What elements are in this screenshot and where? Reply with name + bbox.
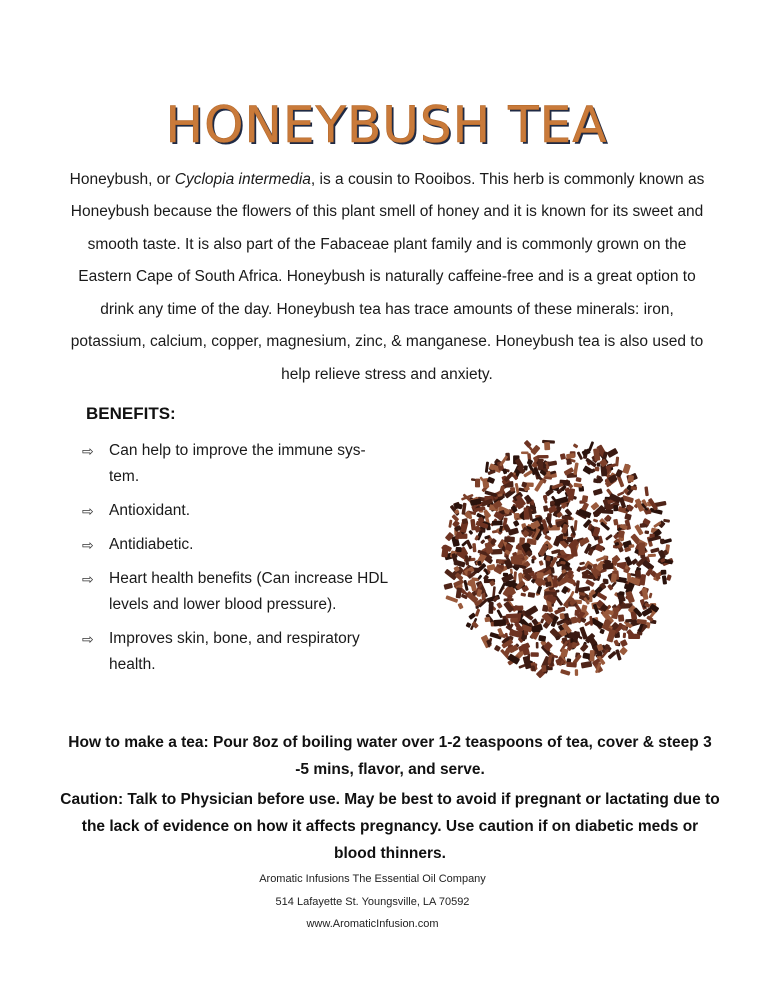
tea-chip (536, 642, 539, 649)
benefits-heading: BENEFITS: (86, 404, 176, 423)
tea-chip (466, 622, 472, 628)
benefit-text: Antidiabetic. (109, 536, 194, 553)
tea-chip (618, 614, 624, 621)
tea-chip (662, 575, 667, 584)
tea-chip (593, 488, 603, 496)
tea-chip (493, 619, 506, 626)
tea-chip (620, 639, 628, 647)
tea-chip (544, 442, 550, 450)
tea-chip (605, 534, 613, 541)
brewing-instructions: How to make a tea: Pour 8oz of boiling water over 1-2 teaspoons of tea, cover & steep 3 -5 mins, flavor, and serve. (68, 733, 712, 778)
tea-chip (626, 624, 633, 627)
intro-text-rest: , is a cousin to Rooibos. This herb is commonly known as Honeybush because the flowers of this plant smell of honey and it is known for its sweet and smooth taste. It is also part of the Fabaceae plant family and is commonly grown on the Eastern Cape of South Africa. Honeybush is naturally caffeine-free and is a great option to drink any time of the day. Honeybush tea has trace amounts of these minerals: iron, potassium, calcium, copper, magnesium, zinc, & manganese. Honeybush tea is also used to help relieve stress and anxiety. (70, 170, 705, 383)
tea-chip (644, 530, 649, 534)
tea-chip (560, 669, 570, 676)
tea-chip (503, 573, 508, 577)
tea-chip (494, 645, 501, 652)
tea-chip (513, 520, 520, 527)
tea-chip (567, 458, 571, 463)
tea-chip (590, 650, 595, 662)
tea-chip (593, 519, 599, 523)
tea-chip (566, 453, 575, 459)
tea-chip (649, 593, 653, 599)
tea-chip (536, 586, 542, 595)
tea-chip (661, 570, 667, 575)
footer-address: 514 Lafayette St. Youngsville, LA 70592 (275, 895, 470, 908)
tea-chip (480, 539, 485, 544)
tea-chip (475, 609, 481, 617)
tea-chip (514, 513, 520, 519)
benefit-item (82, 438, 392, 490)
tea-chip (663, 519, 670, 523)
tea-chip (619, 647, 628, 656)
tea-chip (628, 634, 640, 639)
tea-chip (528, 592, 536, 598)
tea-chip (578, 586, 590, 592)
tea-chip (463, 580, 468, 591)
tea-chip (504, 536, 515, 542)
tea-chip (575, 669, 578, 676)
tea-chip (475, 479, 480, 488)
tea-chip (601, 509, 613, 514)
tea-chip (510, 487, 515, 492)
double-right-arrow-icon: ⇨ (82, 537, 94, 553)
tea-chip (456, 547, 462, 552)
tea-chip (496, 602, 503, 609)
tea-chip (521, 451, 529, 454)
tea-chip (499, 525, 503, 532)
tea-chip (581, 661, 593, 669)
tea-chip (566, 662, 577, 668)
tea-chip (613, 519, 618, 526)
benefit-text: Can help to improve the immune sys- tem. (109, 442, 366, 485)
tea-chip (660, 539, 664, 544)
tea-chip (472, 543, 476, 552)
tea-chip (531, 559, 534, 564)
tea-chip (596, 592, 607, 601)
benefit-item (82, 566, 392, 618)
tea-chip (537, 455, 549, 459)
tea-chip (573, 483, 582, 488)
tea-chip (560, 561, 566, 565)
tea-chip (648, 554, 656, 557)
tea-chip (470, 519, 476, 531)
double-right-arrow-icon: ⇨ (82, 503, 94, 519)
intro-text-start: Honeybush, or (69, 170, 175, 188)
tea-chip (496, 609, 503, 618)
tea-chip (573, 443, 579, 448)
tea-chip (499, 455, 508, 466)
tea-chip (506, 613, 519, 618)
tea-chip (448, 520, 452, 528)
tea-chip (537, 572, 544, 578)
tea-chip (539, 560, 544, 566)
tea-chip (580, 643, 589, 652)
double-right-arrow-icon: ⇨ (82, 443, 94, 459)
tea-chip (465, 539, 472, 549)
scientific-name: Cyclopia intermedia (174, 170, 311, 188)
tea-chip (492, 520, 503, 525)
tea-chip (602, 563, 613, 570)
tea-chip (623, 633, 626, 639)
tea-chip (457, 603, 463, 610)
tea-chip (443, 583, 453, 590)
tea-chip (611, 573, 617, 582)
benefit-text: Improves skin, bone, and respiratory health. (109, 630, 360, 673)
tea-chip (603, 579, 608, 584)
tea-chip (531, 624, 543, 633)
tea-chip (615, 469, 623, 478)
tea-chip (639, 543, 646, 556)
tea-chip (644, 486, 649, 496)
tea-chip (624, 513, 632, 520)
tea-chip (608, 651, 617, 660)
tea-chip (573, 462, 579, 475)
tea-chip (576, 566, 582, 572)
tea-chip (510, 569, 513, 575)
tea-chip (520, 592, 526, 596)
tea-chip (575, 477, 581, 482)
tea-chip (538, 544, 548, 557)
page-title: HONEYBUSH TEA (165, 95, 608, 154)
tea-chip (666, 574, 672, 581)
double-right-arrow-icon: ⇨ (82, 631, 94, 647)
tea-chip (560, 453, 566, 460)
tea-chip (524, 605, 538, 617)
tea-chip (471, 478, 476, 481)
tea-chip (628, 475, 634, 482)
tea-chip (465, 555, 469, 565)
tea-chip (538, 459, 544, 470)
tea-chip (543, 505, 549, 512)
tea-chip (453, 559, 465, 567)
tea-chip (485, 461, 489, 472)
tea-chip (541, 665, 546, 672)
tea-chip (534, 479, 544, 492)
footer-website: www.AromaticInfusion.com (306, 918, 439, 930)
caution-notice: Caution: Talk to Physician before use. May be best to avoid if pregnant or lactating due to the lack of evidence on how it affects pregnancy. Use caution if on diabetic meds or blood thinners. (60, 790, 720, 862)
double-right-arrow-icon: ⇨ (82, 571, 94, 587)
benefit-item (82, 498, 392, 524)
tea-chip (544, 535, 551, 541)
tea-chip (530, 652, 538, 657)
intro-paragraph (62, 164, 712, 392)
tea-chip (622, 464, 631, 475)
benefit-item (82, 532, 392, 558)
benefit-text: Antioxidant. (109, 502, 190, 519)
tea-chip (613, 505, 618, 511)
tea-leaves-image (438, 432, 680, 682)
tea-chip (594, 467, 599, 472)
tea-chip (607, 448, 619, 458)
benefit-item (82, 626, 392, 678)
tea-chip (484, 617, 490, 622)
tea-chip (561, 586, 569, 594)
footer-company: Aromatic Infusions The Essential Oil Company (259, 873, 486, 885)
benefit-text: Heart health benefits (Can increase HDL levels and lower blood pressure). (109, 570, 388, 613)
tea-chip (488, 602, 493, 614)
tea-chip (468, 530, 473, 535)
tea-chip (619, 591, 625, 595)
tea-chip (579, 562, 585, 566)
benefits-list (82, 438, 392, 686)
footer (0, 868, 745, 936)
tea-chip (582, 495, 589, 502)
tea-chip (538, 635, 546, 642)
tea-chip (645, 510, 651, 515)
